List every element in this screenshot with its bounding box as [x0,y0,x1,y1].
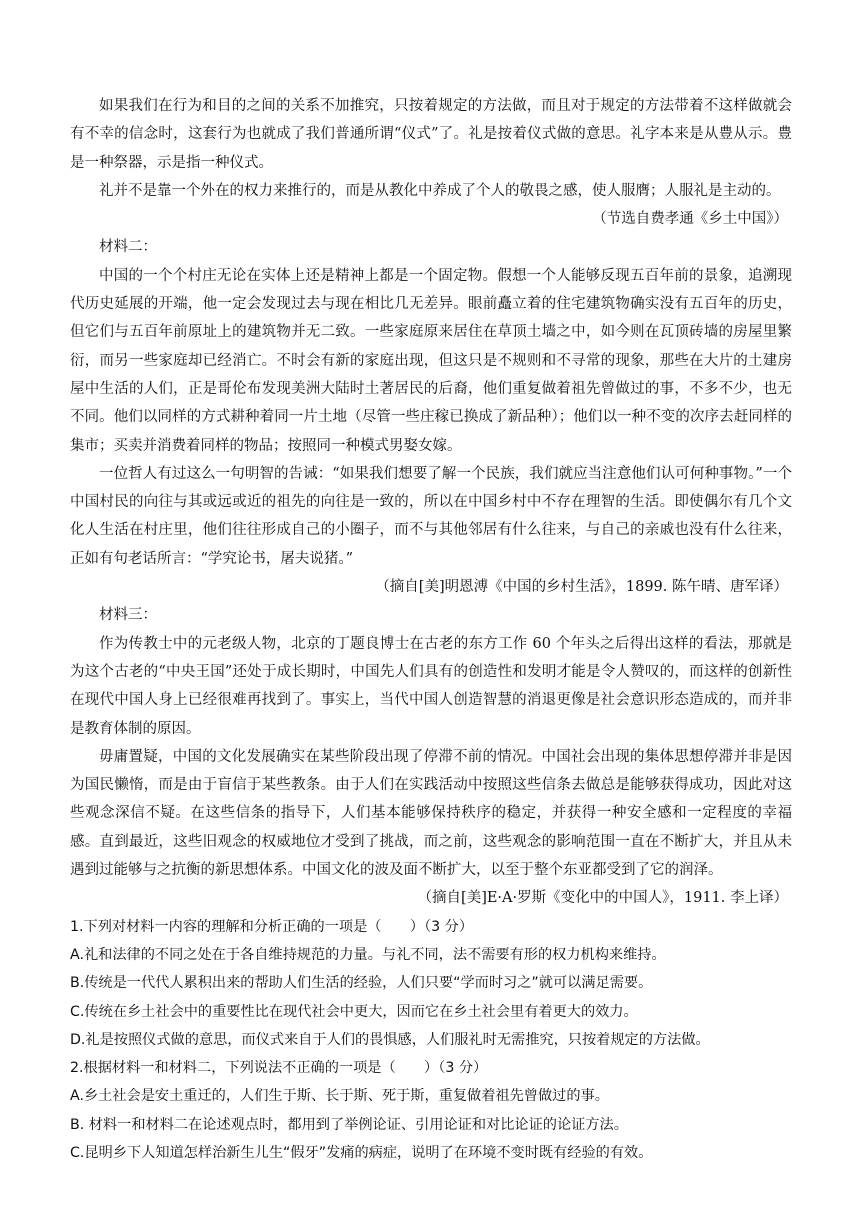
question-1-stem: 1.下列对材料一内容的理解和分析正确的一项是（ ）（3 分） [70,918,474,935]
question-1-option-d: D.礼是按照仪式做的意思，而仪式来自于人们的畏惧感，人们服礼时无需推究，只按着规定的方法做。 [70,1031,710,1048]
question-1-option-a: A.礼和法律的不同之处在于各自维持规范的力量。与礼不同，法不需要有形的权力机构来维持。 [70,946,666,963]
question-2-option-c: C.昆明乡下人知道怎样治新生儿生“假牙”发痛的病症，说明了在环境不变时既有经验的有效。 [70,1144,653,1161]
material2-paragraph-1: 中国的一个个村庄无论在实体上还是精神上都是一个固定物。假想一个人能够反现五百年前的景象，追溯现代历史延展的开端，他一定会发现过去与现在相比几无差异。眼前矗立着的住宅建筑物确实没有五百年的历史，但它们与五百年前原址上的建筑物并无二致。一些家庭原来居住在草顶土墙之中，如今则在瓦顶砖墙的房屋里繁衍，而另一些家庭却已经消亡。不时会有新的家庭出现，但这只是不规则和不寻常的现象，那些在大片的土建房屋中生活的人们，正是哥伦布发现美洲大陆时土著居民的后裔，他们重复做着祖先曾做过的事，不多不少，也无不同。他们以同样的方式耕种着同一片土地（尽管一些庄稼已换成了新品种）；他们以一种不变的次序去赶同样的集市；买卖并消费着同样的物品；按照同一种模式男娶女嫁。 [70,267,792,454]
material2-paragraph-2: 一位哲人有过这么一句明智的告诫：“如果我们想要了解一个民族，我们就应当注意他们认可何种事物。”一个中国村民的向往与其或远或近的祖先的向往是一致的，所以在中国乡村中不存在理智的生活。即使偶尔有几个文化人生活在村庄里，他们往往形成自己的小圈子，而不与其他邻居有什么往来，与自己的亲戚也没有什么往来，正如有句老话所言：“学究论书，屠夫说猪。” [70,465,792,567]
question-1-option-c: C.传统在乡土社会中的重要性比在现代社会中更大，因而它在乡土社会里有着更大的效力。 [70,1003,638,1020]
question-1-option-b: B.传统是一代代人累积出来的帮助人们生活的经验，人们只要“学而时习之”就可以满足需要。 [70,975,653,992]
material2-heading: 材料二： [99,239,157,256]
material1-paragraph-1: 如果我们在行为和目的之间的关系不加推究，只按着规定的方法做，而且对于规定的方法带着不这样做就会有不幸的信念时，这套行为也就成了我们普通所谓“仪式”了。礼是按着仪式做的意思。礼字本来是从豊从示。豊是一种祭器，示是指一种仪式。 [70,98,792,171]
question-2-option-a: A.乡土社会是安土重迁的，人们生于斯、长于斯、死于斯，重复做着祖先曾做过的事。 [70,1088,609,1105]
material3-source: （摘自[美]E·A·罗斯《变化中的中国人》，1911. 李上译） [417,890,788,907]
question-2-stem: 2.根据材料一和材料二，下列说法不正确的一项是（ ）（3 分） [70,1060,488,1077]
question-2-option-b: B. 材料一和材料二在论述观点时，都用到了举例论证、引用论证和对比论证的论证方法。 [70,1116,628,1133]
material3-paragraph-1: 作为传教士中的元老级人物，北京的丁题良博士在古老的东方工作 60 个年头之后得出这样的看法，那就是为这个古老的“中央王国”还处于成长期时，中国先人们具有的创造性和发明才能是令人赞叹的，而这样的创新性在现代中国人身上已经很难再找到了。事实上，当代中国人创造智慧的消退更像是社会意识形态造成的，而并非是教育体制的原因。 [70,635,792,737]
material1-paragraph-2: 礼并不是靠一个外在的权力来推行的，而是从教化中养成了个人的敬畏之感，使人服膺；人服礼是主动的。 [99,182,781,199]
material1-source: （节选自费孝通《乡土中国》） [592,211,788,228]
material2-source: （摘自[美]明恩溥《中国的乡村生活》，1899. 陈午晴、唐军译） [375,579,788,596]
material3-heading: 材料三： [99,607,157,624]
material3-paragraph-2: 毋庸置疑，中国的文化发展确实在某些阶段出现了停滞不前的情况。中国社会出现的集体思想停滞并非是因为国民懒惰，而是由于盲信于某些教条。由于人们在实践活动中按照这些信条去做总是能够获得成功，因此对这些观念深信不疑。在这些信条的指导下，人们基本能够保持秩序的稳定，并获得一种安全感和一定程度的幸福感。直到最近，这些旧观念的权威地位才受到了挑战，而之前，这些观念的影响范围一直在不断扩大，并且从未遇到过能够与之抗衡的新思想体系。中国文化的波及面不断扩大，以至于整个东亚都受到了它的润泽。 [70,748,792,879]
